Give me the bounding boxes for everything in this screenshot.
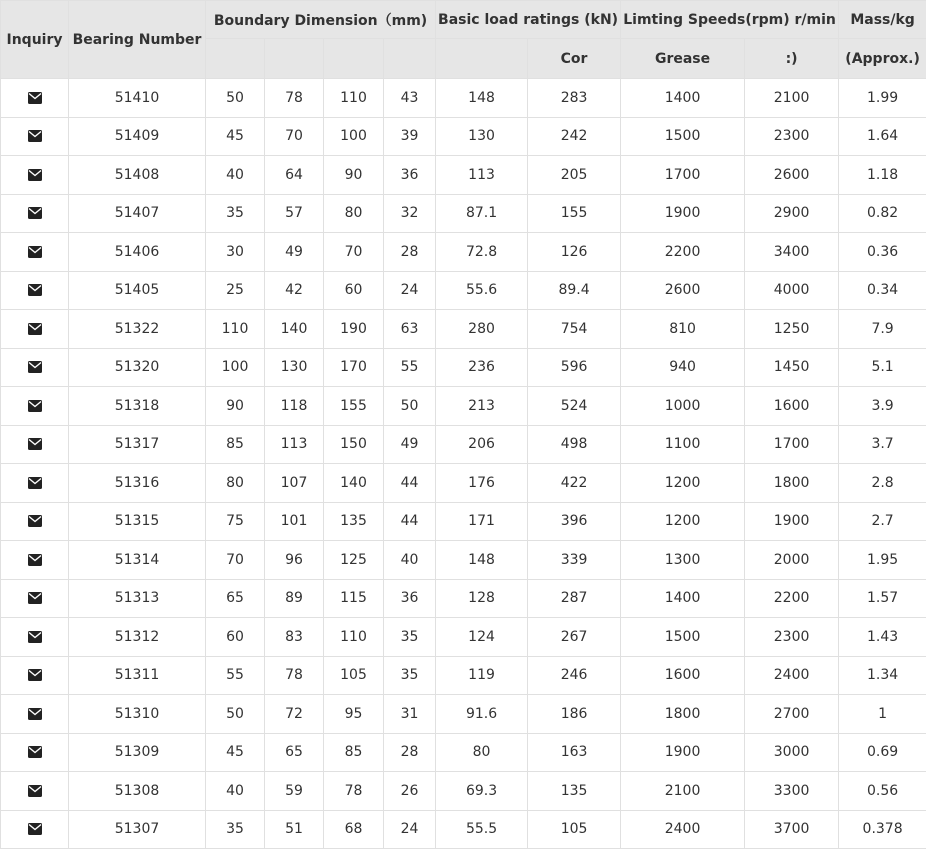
cell-speed-oil: 1800: [745, 464, 839, 503]
header-dimension-d2: [324, 39, 384, 79]
cell-bearing-number: 51309: [69, 733, 206, 772]
cell-speed-grease: 1900: [621, 194, 745, 233]
cell-load-cor: 186: [528, 695, 621, 734]
cell-dimension-t: 24: [384, 810, 436, 849]
cell-dimension-d2: 150: [324, 425, 384, 464]
cell-load-cr: 119: [436, 656, 528, 695]
envelope-icon[interactable]: [28, 92, 42, 104]
cell-speed-oil: 2100: [745, 79, 839, 118]
inquiry-cell[interactable]: [1, 656, 69, 695]
header-inquiry: Inquiry: [1, 1, 69, 79]
inquiry-cell[interactable]: [1, 464, 69, 503]
cell-speed-oil: 1600: [745, 387, 839, 426]
cell-bearing-number: 51315: [69, 502, 206, 541]
header-boundary-dimension: Boundary Dimension（mm): [206, 1, 436, 39]
inquiry-cell[interactable]: [1, 156, 69, 195]
cell-load-cor: 135: [528, 772, 621, 811]
cell-dimension-d1: 72: [265, 695, 324, 734]
cell-mass: 7.9: [839, 310, 926, 349]
cell-mass: 0.69: [839, 733, 926, 772]
envelope-icon[interactable]: [28, 746, 42, 758]
cell-dimension-t: 44: [384, 464, 436, 503]
cell-dimension-t: 28: [384, 733, 436, 772]
cell-mass: 3.9: [839, 387, 926, 426]
cell-speed-oil: 3700: [745, 810, 839, 849]
inquiry-cell[interactable]: [1, 502, 69, 541]
cell-dimension-d2: 70: [324, 233, 384, 272]
cell-dimension-d1: 57: [265, 194, 324, 233]
cell-load-cor: 283: [528, 79, 621, 118]
cell-load-cor: 754: [528, 310, 621, 349]
header-speed-grease: Grease: [621, 39, 745, 79]
cell-dimension-d1: 42: [265, 271, 324, 310]
envelope-icon[interactable]: [28, 515, 42, 527]
cell-speed-oil: 2300: [745, 618, 839, 657]
envelope-icon[interactable]: [28, 477, 42, 489]
cell-mass: 1.34: [839, 656, 926, 695]
table-row: [1, 348, 926, 387]
table-row: [1, 541, 926, 580]
cell-dimension-d: 100: [206, 348, 265, 387]
inquiry-cell[interactable]: [1, 117, 69, 156]
cell-dimension-t: 39: [384, 117, 436, 156]
cell-speed-oil: 4000: [745, 271, 839, 310]
header-dimension-t: [384, 39, 436, 79]
cell-dimension-d1: 96: [265, 541, 324, 580]
table-row: [1, 194, 926, 233]
table-row: [1, 233, 926, 272]
cell-dimension-d1: 140: [265, 310, 324, 349]
cell-mass: 0.378: [839, 810, 926, 849]
cell-dimension-d: 40: [206, 156, 265, 195]
envelope-icon[interactable]: [28, 669, 42, 681]
cell-speed-oil: 2600: [745, 156, 839, 195]
cell-bearing-number: 51320: [69, 348, 206, 387]
envelope-icon[interactable]: [28, 823, 42, 835]
cell-dimension-t: 50: [384, 387, 436, 426]
cell-dimension-d2: 135: [324, 502, 384, 541]
cell-dimension-t: 40: [384, 541, 436, 580]
cell-load-cor: 89.4: [528, 271, 621, 310]
cell-dimension-d1: 83: [265, 618, 324, 657]
cell-load-cor: 596: [528, 348, 621, 387]
cell-dimension-t: 31: [384, 695, 436, 734]
cell-mass: 1.95: [839, 541, 926, 580]
cell-dimension-d: 45: [206, 733, 265, 772]
cell-load-cr: 148: [436, 541, 528, 580]
cell-dimension-d2: 110: [324, 79, 384, 118]
table-row: [1, 579, 926, 618]
inquiry-cell[interactable]: [1, 271, 69, 310]
cell-dimension-t: 36: [384, 156, 436, 195]
cell-load-cor: 126: [528, 233, 621, 272]
cell-dimension-d: 35: [206, 810, 265, 849]
cell-load-cr: 148: [436, 79, 528, 118]
inquiry-cell[interactable]: [1, 79, 69, 118]
cell-load-cor: 163: [528, 733, 621, 772]
header-dimension-d1: [265, 39, 324, 79]
cell-bearing-number: 51318: [69, 387, 206, 426]
cell-dimension-d2: 60: [324, 271, 384, 310]
cell-dimension-d2: 105: [324, 656, 384, 695]
envelope-icon[interactable]: [28, 207, 42, 219]
cell-speed-oil: 2400: [745, 656, 839, 695]
cell-dimension-d1: 78: [265, 79, 324, 118]
inquiry-cell[interactable]: [1, 733, 69, 772]
inquiry-cell[interactable]: [1, 772, 69, 811]
cell-load-cr: 128: [436, 579, 528, 618]
cell-mass: 1.57: [839, 579, 926, 618]
header-load-cor: Cor: [528, 39, 621, 79]
cell-speed-grease: 1700: [621, 156, 745, 195]
cell-dimension-d: 75: [206, 502, 265, 541]
inquiry-cell[interactable]: [1, 425, 69, 464]
cell-dimension-t: 44: [384, 502, 436, 541]
cell-load-cr: 130: [436, 117, 528, 156]
cell-bearing-number: 51310: [69, 695, 206, 734]
cell-bearing-number: 51406: [69, 233, 206, 272]
cell-dimension-d: 60: [206, 618, 265, 657]
cell-bearing-number: 51322: [69, 310, 206, 349]
cell-speed-oil: 2000: [745, 541, 839, 580]
cell-dimension-d: 45: [206, 117, 265, 156]
cell-speed-oil: 1900: [745, 502, 839, 541]
header-limiting-speeds: Limting Speeds(rpm) r/min: [621, 1, 839, 39]
header-bearing-number: Bearing Number: [69, 1, 206, 79]
cell-dimension-d1: 59: [265, 772, 324, 811]
cell-speed-grease: 1800: [621, 695, 745, 734]
cell-dimension-d: 35: [206, 194, 265, 233]
envelope-icon[interactable]: [28, 284, 42, 296]
cell-dimension-d1: 64: [265, 156, 324, 195]
cell-mass: 0.36: [839, 233, 926, 272]
cell-speed-oil: 2900: [745, 194, 839, 233]
cell-load-cr: 176: [436, 464, 528, 503]
cell-dimension-d1: 89: [265, 579, 324, 618]
cell-speed-grease: 1100: [621, 425, 745, 464]
cell-load-cr: 55.6: [436, 271, 528, 310]
inquiry-cell[interactable]: [1, 810, 69, 849]
cell-mass: 1: [839, 695, 926, 734]
cell-mass: 1.43: [839, 618, 926, 657]
cell-speed-grease: 1000: [621, 387, 745, 426]
inquiry-cell[interactable]: [1, 695, 69, 734]
cell-load-cr: 55.5: [436, 810, 528, 849]
cell-dimension-d1: 101: [265, 502, 324, 541]
cell-dimension-d2: 85: [324, 733, 384, 772]
envelope-icon[interactable]: [28, 631, 42, 643]
cell-dimension-d1: 49: [265, 233, 324, 272]
cell-bearing-number: 51314: [69, 541, 206, 580]
cell-speed-oil: 2700: [745, 695, 839, 734]
cell-dimension-d: 90: [206, 387, 265, 426]
cell-dimension-t: 32: [384, 194, 436, 233]
cell-dimension-d: 50: [206, 695, 265, 734]
cell-mass: 2.8: [839, 464, 926, 503]
inquiry-cell[interactable]: [1, 541, 69, 580]
cell-dimension-d: 85: [206, 425, 265, 464]
cell-bearing-number: 51317: [69, 425, 206, 464]
cell-load-cor: 242: [528, 117, 621, 156]
cell-speed-grease: 2200: [621, 233, 745, 272]
cell-load-cr: 206: [436, 425, 528, 464]
cell-bearing-number: 51311: [69, 656, 206, 695]
cell-speed-oil: 3000: [745, 733, 839, 772]
cell-dimension-d1: 51: [265, 810, 324, 849]
cell-load-cr: 91.6: [436, 695, 528, 734]
table-row: [1, 618, 926, 657]
cell-dimension-d2: 115: [324, 579, 384, 618]
cell-load-cor: 246: [528, 656, 621, 695]
cell-mass: 1.64: [839, 117, 926, 156]
envelope-icon[interactable]: [28, 323, 42, 335]
cell-dimension-t: 55: [384, 348, 436, 387]
cell-load-cr: 124: [436, 618, 528, 657]
cell-speed-grease: 1500: [621, 618, 745, 657]
cell-load-cr: 69.3: [436, 772, 528, 811]
cell-dimension-t: 28: [384, 233, 436, 272]
cell-mass: 0.82: [839, 194, 926, 233]
header-basic-load-ratings: Basic load ratings (kN): [436, 1, 621, 39]
cell-mass: 0.34: [839, 271, 926, 310]
cell-speed-oil: 1250: [745, 310, 839, 349]
cell-dimension-t: 35: [384, 656, 436, 695]
cell-dimension-d2: 125: [324, 541, 384, 580]
cell-speed-grease: 940: [621, 348, 745, 387]
cell-speed-grease: 1400: [621, 79, 745, 118]
cell-dimension-d1: 78: [265, 656, 324, 695]
cell-dimension-d: 80: [206, 464, 265, 503]
cell-load-cor: 396: [528, 502, 621, 541]
table-row: [1, 810, 926, 849]
cell-bearing-number: 51409: [69, 117, 206, 156]
cell-dimension-d: 25: [206, 271, 265, 310]
envelope-icon[interactable]: [28, 361, 42, 373]
table-row: [1, 695, 926, 734]
envelope-icon[interactable]: [28, 169, 42, 181]
inquiry-cell[interactable]: [1, 194, 69, 233]
cell-dimension-t: 63: [384, 310, 436, 349]
table-header: [1, 1, 926, 79]
cell-dimension-t: 35: [384, 618, 436, 657]
table-row: [1, 310, 926, 349]
cell-speed-oil: 3300: [745, 772, 839, 811]
table-row: [1, 502, 926, 541]
cell-dimension-d2: 140: [324, 464, 384, 503]
envelope-icon[interactable]: [28, 785, 42, 797]
inquiry-cell[interactable]: [1, 233, 69, 272]
envelope-icon[interactable]: [28, 400, 42, 412]
cell-mass: 0.56: [839, 772, 926, 811]
cell-bearing-number: 51307: [69, 810, 206, 849]
cell-load-cor: 422: [528, 464, 621, 503]
cell-speed-grease: 2400: [621, 810, 745, 849]
cell-load-cor: 205: [528, 156, 621, 195]
cell-speed-grease: 1300: [621, 541, 745, 580]
header-speed-oil: :): [745, 39, 839, 79]
cell-speed-grease: 1500: [621, 117, 745, 156]
cell-bearing-number: 51316: [69, 464, 206, 503]
table-row: [1, 117, 926, 156]
header-dimension-d: [206, 39, 265, 79]
cell-speed-grease: 1200: [621, 464, 745, 503]
table-row: [1, 156, 926, 195]
cell-speed-oil: 2200: [745, 579, 839, 618]
cell-dimension-d1: 118: [265, 387, 324, 426]
cell-dimension-d2: 80: [324, 194, 384, 233]
cell-load-cr: 87.1: [436, 194, 528, 233]
cell-dimension-d: 110: [206, 310, 265, 349]
table-body: [1, 79, 926, 849]
cell-dimension-d2: 170: [324, 348, 384, 387]
cell-bearing-number: 51312: [69, 618, 206, 657]
cell-load-cr: 171: [436, 502, 528, 541]
cell-load-cor: 105: [528, 810, 621, 849]
cell-dimension-d2: 190: [324, 310, 384, 349]
cell-dimension-d2: 100: [324, 117, 384, 156]
cell-speed-grease: 1200: [621, 502, 745, 541]
table-row: [1, 387, 926, 426]
cell-dimension-d2: 90: [324, 156, 384, 195]
cell-load-cr: 80: [436, 733, 528, 772]
cell-bearing-number: 51313: [69, 579, 206, 618]
envelope-icon[interactable]: [28, 438, 42, 450]
cell-dimension-t: 43: [384, 79, 436, 118]
envelope-icon[interactable]: [28, 246, 42, 258]
cell-bearing-number: 51410: [69, 79, 206, 118]
cell-dimension-t: 24: [384, 271, 436, 310]
cell-speed-oil: 2300: [745, 117, 839, 156]
envelope-icon[interactable]: [28, 592, 42, 604]
cell-speed-grease: 810: [621, 310, 745, 349]
cell-bearing-number: 51407: [69, 194, 206, 233]
cell-dimension-t: 49: [384, 425, 436, 464]
cell-dimension-t: 36: [384, 579, 436, 618]
cell-dimension-d: 50: [206, 79, 265, 118]
table-row: [1, 656, 926, 695]
cell-load-cr: 113: [436, 156, 528, 195]
cell-speed-oil: 1450: [745, 348, 839, 387]
cell-dimension-d2: 68: [324, 810, 384, 849]
cell-load-cr: 72.8: [436, 233, 528, 272]
table-row: [1, 733, 926, 772]
cell-dimension-d: 70: [206, 541, 265, 580]
table-row: [1, 772, 926, 811]
cell-bearing-number: 51408: [69, 156, 206, 195]
cell-load-cor: 339: [528, 541, 621, 580]
cell-speed-grease: 2100: [621, 772, 745, 811]
cell-load-cor: 287: [528, 579, 621, 618]
cell-dimension-d1: 70: [265, 117, 324, 156]
cell-speed-oil: 1700: [745, 425, 839, 464]
cell-load-cor: 524: [528, 387, 621, 426]
table-row: [1, 79, 926, 118]
cell-dimension-d2: 95: [324, 695, 384, 734]
header-load-cr: [436, 39, 528, 79]
cell-bearing-number: 51405: [69, 271, 206, 310]
cell-mass: 1.99: [839, 79, 926, 118]
cell-dimension-d2: 155: [324, 387, 384, 426]
cell-dimension-d1: 130: [265, 348, 324, 387]
cell-bearing-number: 51308: [69, 772, 206, 811]
inquiry-cell[interactable]: [1, 348, 69, 387]
cell-dimension-d1: 113: [265, 425, 324, 464]
header-mass-approx: (Approx.): [839, 39, 926, 79]
cell-dimension-d: 30: [206, 233, 265, 272]
cell-load-cr: 236: [436, 348, 528, 387]
table-row: [1, 271, 926, 310]
cell-load-cr: 280: [436, 310, 528, 349]
table-row: [1, 425, 926, 464]
envelope-icon[interactable]: [28, 130, 42, 142]
inquiry-cell[interactable]: [1, 618, 69, 657]
cell-speed-grease: 1900: [621, 733, 745, 772]
cell-mass: 5.1: [839, 348, 926, 387]
table-row: [1, 464, 926, 503]
cell-speed-grease: 2600: [621, 271, 745, 310]
envelope-icon[interactable]: [28, 554, 42, 566]
cell-dimension-d: 40: [206, 772, 265, 811]
cell-mass: 1.18: [839, 156, 926, 195]
cell-load-cor: 498: [528, 425, 621, 464]
cell-dimension-t: 26: [384, 772, 436, 811]
cell-dimension-d1: 65: [265, 733, 324, 772]
cell-speed-oil: 3400: [745, 233, 839, 272]
cell-mass: 2.7: [839, 502, 926, 541]
cell-speed-grease: 1400: [621, 579, 745, 618]
cell-load-cor: 267: [528, 618, 621, 657]
cell-dimension-d: 65: [206, 579, 265, 618]
cell-dimension-d1: 107: [265, 464, 324, 503]
cell-speed-grease: 1600: [621, 656, 745, 695]
inquiry-cell[interactable]: [1, 310, 69, 349]
inquiry-cell[interactable]: [1, 387, 69, 426]
cell-mass: 3.7: [839, 425, 926, 464]
cell-load-cr: 213: [436, 387, 528, 426]
inquiry-cell[interactable]: [1, 579, 69, 618]
cell-dimension-d2: 78: [324, 772, 384, 811]
envelope-icon[interactable]: [28, 708, 42, 720]
cell-load-cor: 155: [528, 194, 621, 233]
cell-dimension-d2: 110: [324, 618, 384, 657]
cell-dimension-d: 55: [206, 656, 265, 695]
header-mass: Mass/kg: [839, 1, 926, 39]
